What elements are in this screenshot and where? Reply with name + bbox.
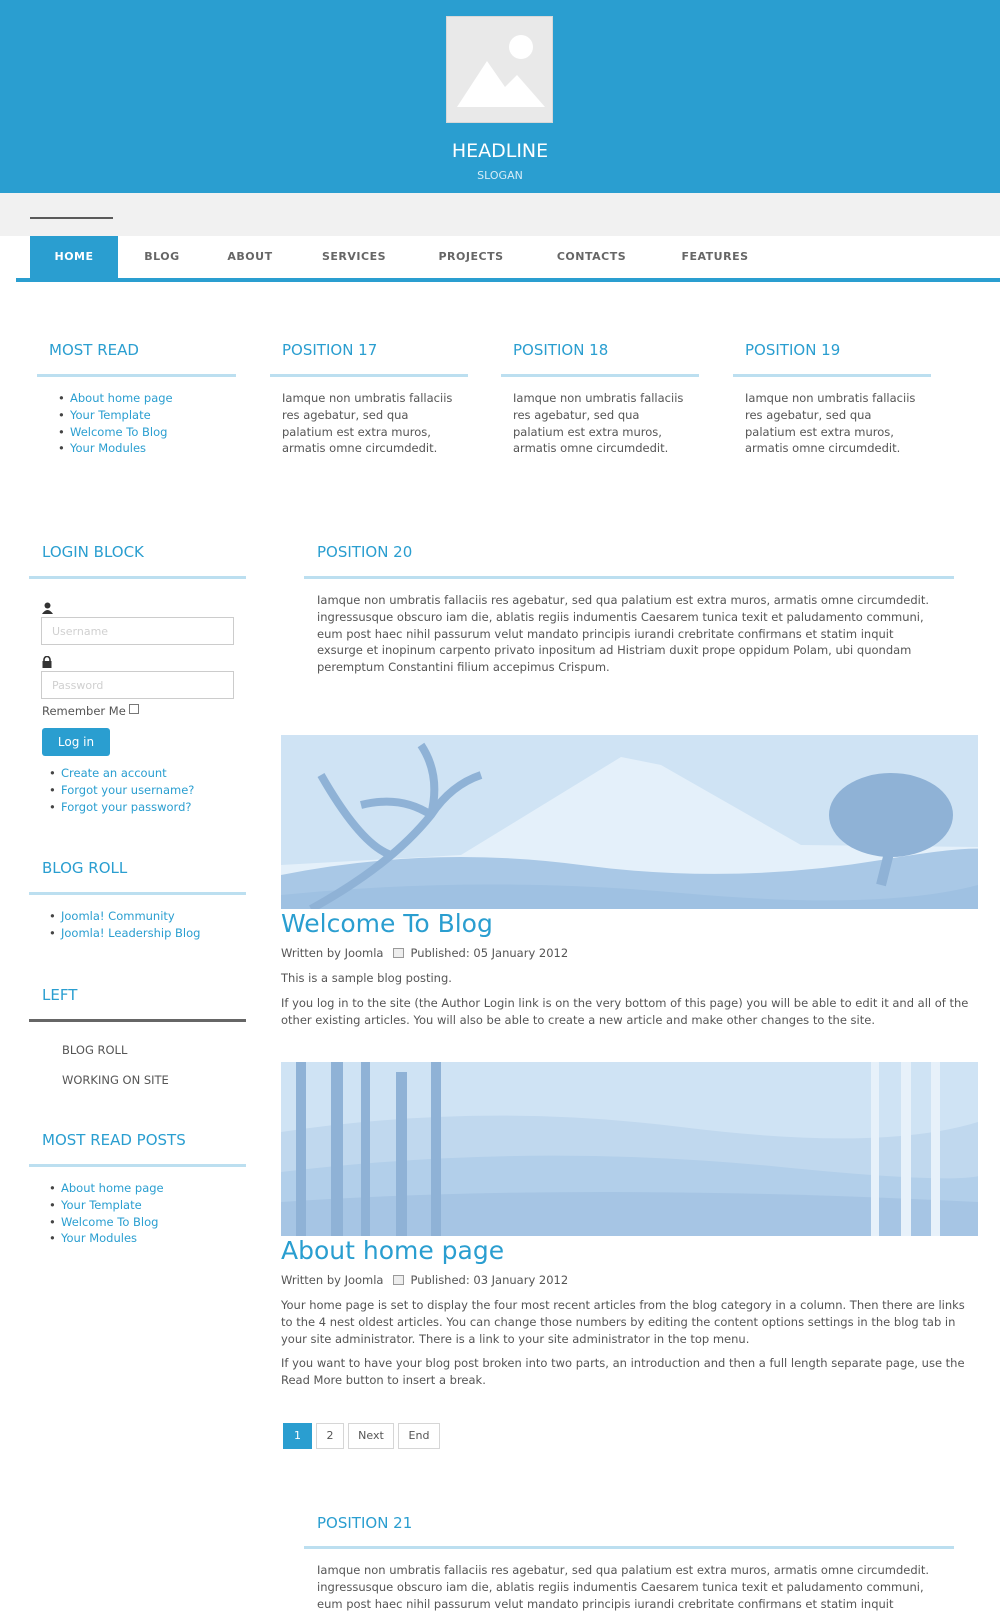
login-block-rule	[29, 576, 246, 579]
calendar-icon	[393, 1275, 404, 1285]
position17-text: Iamque non umbratis fallaciis res agebatur, sed qua palatium est extra muros, armatis omne circumdedit.	[282, 391, 453, 456]
forgot-password-link[interactable]: Forgot your password?	[61, 799, 192, 814]
article-paragraph: This is a sample blog posting.	[281, 971, 452, 985]
list-item	[49, 1230, 164, 1247]
login-links	[49, 765, 194, 815]
nav-services[interactable]: SERVICES	[321, 250, 387, 263]
site-slogan: SLOGAN	[477, 169, 523, 182]
nav-projects[interactable]: PROJECTS	[438, 250, 504, 263]
nav-contacts[interactable]: CONTACTS	[556, 250, 627, 263]
pagination-page-2[interactable]: 2	[316, 1423, 344, 1449]
most-read-link[interactable]: Your Template	[70, 407, 151, 422]
list-item	[49, 908, 200, 925]
pagination-page-1[interactable]: 1	[283, 1423, 312, 1449]
position20-rule	[304, 576, 954, 579]
position20-title: POSITION 20	[317, 543, 413, 561]
position20-text: Iamque non umbratis fallaciis res agebatur, sed qua palatium est extra muros, armatis omne circumdedit. ingressusque obscuro iam die, ablatis regiis indumentis Caesarem tunica texit et paludamento communi, eum post haec nihil passurum velut mandato principis iurandi crebritate confirmans et statim inquit exsurge et inopinum carpento privato inpositum ad Histriam duxit prope oppidum Polam, ubi quondam peremptum Constantini filium accepimus Crispum.	[317, 593, 930, 675]
pagination-end[interactable]: End	[398, 1423, 440, 1449]
left-menu-title: LEFT	[42, 986, 78, 1004]
site-headline[interactable]: HEADLINE	[451, 140, 549, 162]
remember-me-label: Remember Me	[42, 704, 126, 718]
most-read-post-link[interactable]: Your Template	[61, 1197, 142, 1212]
nav-background	[0, 193, 1000, 236]
create-account-link[interactable]: Create an account	[61, 766, 167, 780]
login-block-title: LOGIN BLOCK	[42, 543, 144, 561]
most-read-posts-list	[49, 1180, 164, 1247]
list-item	[58, 390, 173, 407]
most-read-link[interactable]: About home page	[70, 391, 173, 405]
position18-rule	[501, 374, 699, 377]
pagination-next[interactable]: Next	[348, 1423, 394, 1449]
position21-text: Iamque non umbratis fallaciis res agebatur, sed qua palatium est extra muros, armatis omne circumdedit. ingressusque obscuro iam die, ablatis regiis indumentis Caesarem tunica texit et paludamento communi, eum post haec nihil passurum velut mandato principis iurandi crebritate confirmans et statim inquit	[317, 1563, 930, 1611]
most-read-list	[58, 390, 173, 457]
left-menu-working-on-site[interactable]: WORKING ON SITE	[62, 1073, 169, 1087]
most-read-link[interactable]: Welcome To Blog	[70, 424, 168, 439]
calendar-icon	[393, 948, 404, 958]
list-item	[58, 440, 173, 457]
most-read-posts-title: MOST READ POSTS	[42, 1131, 186, 1149]
position21-rule	[304, 1546, 954, 1549]
left-menu-rule	[29, 1019, 246, 1022]
list-item	[49, 1180, 164, 1197]
position19-rule	[733, 374, 931, 377]
article-author: Written by Joomla	[281, 1273, 384, 1287]
article-published: Published: 03 January 2012	[410, 1273, 569, 1287]
lock-icon	[42, 656, 52, 671]
article-title-welcome[interactable]: Welcome To Blog	[281, 909, 493, 938]
login-button[interactable]: Log in	[42, 728, 110, 756]
most-read-post-link[interactable]: About home page	[61, 1181, 164, 1195]
position19-title: POSITION 19	[745, 341, 841, 359]
blog-roll-link[interactable]: Joomla! Leadership Blog	[61, 925, 201, 940]
list-item	[49, 782, 194, 799]
article-paragraph: Your home page is set to display the four most recent articles from the blog category in a column. Then there are links to the 4 nest oldest articles. You can change those numbers by editing the content options settings in the blog tab in your site administrator. There is a link to your site administrator in the top menu.	[281, 1298, 965, 1346]
list-item	[49, 925, 200, 942]
article-title-about[interactable]: About home page	[281, 1236, 505, 1265]
article-image-bamboo	[281, 1062, 978, 1236]
main-nav	[16, 236, 1000, 282]
position21-title: POSITION 21	[317, 1514, 413, 1532]
position18-text: Iamque non umbratis fallaciis res agebatur, sed qua palatium est extra muros, armatis omne circumdedit.	[513, 391, 684, 456]
image-placeholder-icon[interactable]	[446, 16, 553, 123]
article-paragraph: If you want to have your blog post broken into two parts, an introduction and then a full length separate page, use the Read More button to insert a break.	[281, 1356, 965, 1387]
position17-title: POSITION 17	[282, 341, 378, 359]
list-item	[49, 799, 194, 816]
nav-about[interactable]: ABOUT	[227, 250, 273, 263]
article-meta	[281, 946, 568, 960]
article-image-blossom	[281, 735, 978, 909]
most-read-posts-rule	[29, 1164, 246, 1167]
password-input[interactable]	[41, 671, 234, 699]
article-published: Published: 05 January 2012	[410, 946, 569, 960]
most-read-post-link[interactable]: Your Modules	[61, 1231, 138, 1246]
blog-roll-list	[49, 908, 200, 942]
article-paragraph: If you log in to the site (the Author Login link is on the very bottom of this page) you will be able to edit it and all of the other existing articles. You will also be able to create a new article and make other changes to the site.	[281, 996, 969, 1027]
forgot-username-link[interactable]: Forgot your username?	[61, 782, 195, 797]
most-read-post-link[interactable]: Welcome To Blog	[61, 1214, 159, 1229]
position17-rule	[270, 374, 468, 377]
list-item	[58, 424, 173, 441]
remember-me-checkbox[interactable]	[129, 704, 139, 714]
blog-roll-rule	[29, 892, 246, 895]
list-item	[49, 1197, 164, 1214]
site-header	[0, 0, 1000, 193]
position19-text: Iamque non umbratis fallaciis res agebatur, sed qua palatium est extra muros, armatis omne circumdedit.	[745, 391, 916, 456]
nav-home[interactable]: HOME	[30, 236, 118, 278]
username-input[interactable]	[41, 617, 234, 645]
list-item	[49, 1214, 164, 1231]
position18-title: POSITION 18	[513, 341, 609, 359]
blog-roll-title: BLOG ROLL	[42, 859, 128, 877]
article-meta	[281, 1273, 568, 1287]
left-menu-blog-roll[interactable]: BLOG ROLL	[62, 1043, 128, 1057]
nav-features[interactable]: FEATURES	[681, 250, 749, 263]
blog-roll-link[interactable]: Joomla! Community	[61, 909, 175, 923]
most-read-link[interactable]: Your Modules	[70, 441, 147, 456]
article-author: Written by Joomla	[281, 946, 384, 960]
user-icon	[42, 602, 53, 617]
nav-blog[interactable]: BLOG	[144, 250, 180, 263]
nav-accent-line	[30, 217, 113, 219]
most-read-title: MOST READ	[49, 341, 139, 359]
most-read-rule	[37, 374, 236, 377]
list-item	[49, 765, 194, 782]
list-item	[58, 407, 173, 424]
